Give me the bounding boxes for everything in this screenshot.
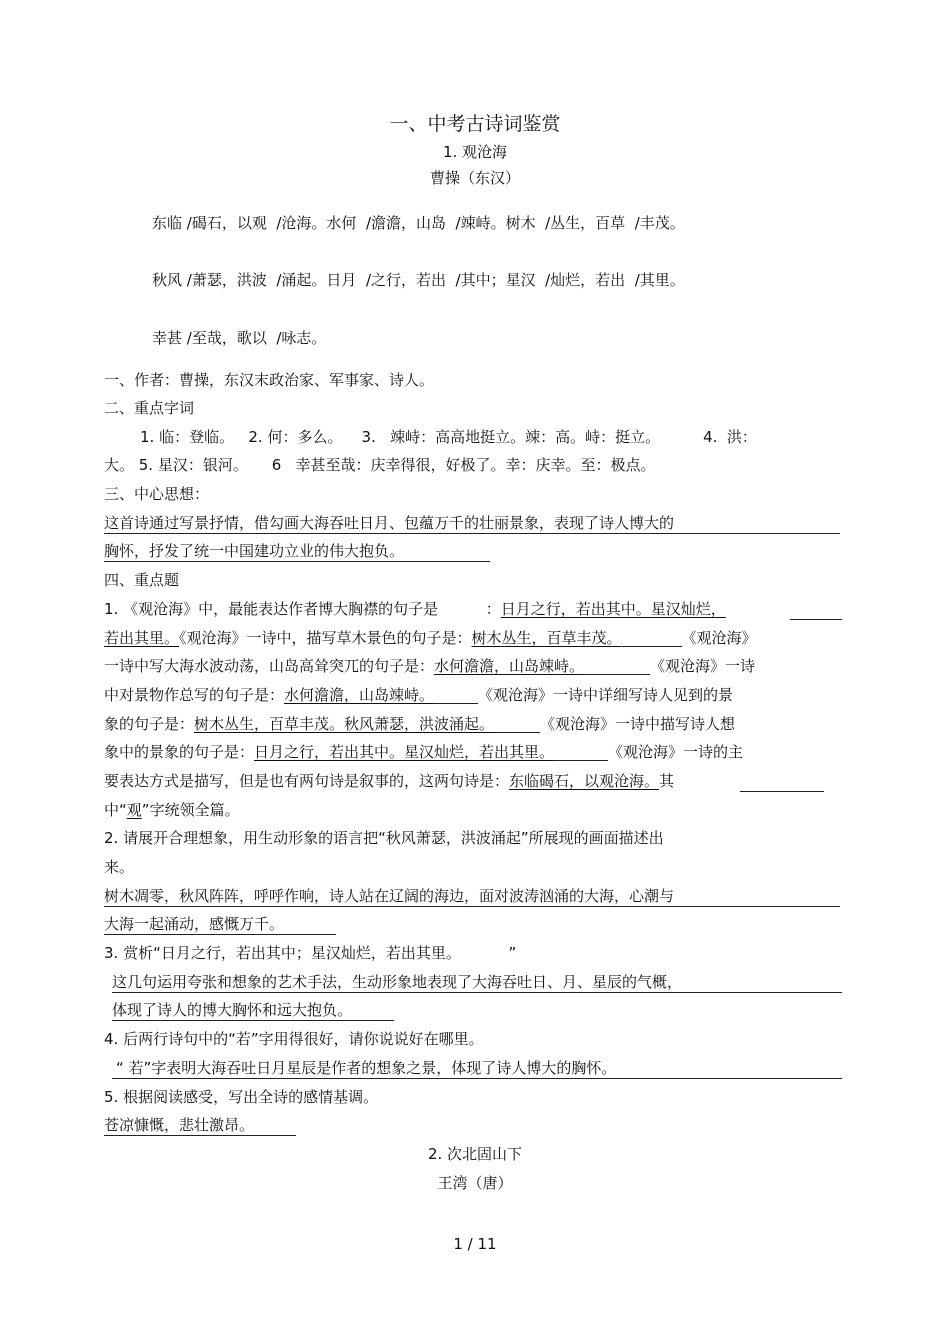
answer-underline — [112, 1020, 394, 1021]
answer-underline — [112, 992, 842, 993]
q4-answer: “ 若”字表明大海吞吐日月星辰是作者的想象之景，体现了诗人博大的胸怀。 — [116, 1059, 617, 1077]
q1-answer: 日月之行，若出其中。星汉灿烂，若出其里。 — [254, 743, 555, 761]
poem1-line-1: 东临 /碣石，以观 /沧海。水何 /澹澹，山岛 /竦峙。树木 /丛生，百草 /丰茂。 — [152, 214, 685, 232]
theme-heading: 三、中心思想： — [104, 485, 210, 503]
q1-line-4: 中对景物作总写的句子是：水何澹澹，山岛竦峙。 《观沧海》一诗中详细写诗人见到的景 — [104, 686, 734, 704]
q4-question: 4. 后两行诗句中的“若”字用得很好，请你说说好在哪里。 — [104, 1030, 484, 1048]
q1-answer: 水何澹澹，山岛竦峙。 — [434, 657, 585, 675]
poem1-title: 1. 观沧海 — [442, 143, 508, 161]
q1-line-8: 中“观”字统领全篇。 — [104, 801, 240, 819]
q1-answer: 观 — [126, 801, 142, 819]
poem2-author: 王湾（唐） — [437, 1174, 513, 1192]
q2-question-line-1: 2. 请展开合理想象，用生动形象的语言把“秋风萧瑟，洪波涌起”所展现的画面描述出 — [104, 829, 664, 847]
q2-question-line-2: 来。 — [104, 858, 135, 876]
q1-answer: 日月之行，若出其中。星汉灿烂， — [500, 600, 726, 618]
answer-underline — [104, 561, 490, 562]
answer-underline — [790, 619, 842, 620]
q2-answer-line-2: 大海一起涌动，感慨万千。 — [104, 915, 285, 933]
page-number: 1 / 11 — [453, 1235, 497, 1253]
answer-underline — [740, 791, 824, 792]
q3-answer-line-2: 体现了诗人的博大胸怀和远大抱负。 — [112, 1001, 353, 1019]
q1-answer: 若出其里。 — [104, 629, 180, 647]
q1-line-2: 若出其里。《观沧海》一诗中，描写草木景色的句子是：树木丛生，百草丰茂。 《观沧海》 — [104, 629, 757, 647]
answer-underline — [104, 934, 336, 935]
q1-line-6: 象中的景象的句子是：日月之行，若出其中。星汉灿烂，若出其里。 《观沧海》一诗的主 — [104, 743, 744, 761]
keywords-line-1: 1. 临：登临。 2. 何：多么。 3. 竦峙：高高地挺立。竦：高。峙：挺立。 4. 洪： — [140, 428, 757, 446]
poem2-title: 2. 次北固山下 — [427, 1145, 523, 1163]
q1-line-7: 要表达方式是描写，但是也有两句诗是叙事的，这两句诗是：东临碣石，以观沧海。其 — [104, 772, 675, 790]
poem1-author: 曹操（东汉） — [429, 169, 520, 187]
answer-underline — [104, 533, 840, 534]
answer-underline — [104, 906, 840, 907]
theme-line-2: 胸怀，抒发了统一中国建功立业的伟大抱负。 — [104, 542, 405, 560]
q2-answer-line-1: 树木凋零，秋风阵阵，呼呼作响，诗人站在辽阔的海边，面对波涛汹涌的大海，心潮与 — [104, 887, 675, 905]
q1-line-1: 1. 《观沧海》中，最能表达作者博大胸襟的句子是 ：日月之行，若出其中。星汉灿烂， — [104, 600, 726, 618]
theme-line-1: 这首诗通过写景抒情，借勾画大海吞吐日月、包蕴万千的壮丽景象，表现了诗人博大的 — [104, 514, 675, 532]
section-title: 一、中考古诗词鉴赏 — [389, 113, 561, 135]
poem1-line-3: 幸甚 /至哉，歌以 /咏志。 — [152, 329, 327, 347]
poem1-line-2: 秋风 /萧瑟，洪波 /涌起。日月 /之行，若出 /其中；星汉 /灿烂，若出 /其里。 — [152, 271, 685, 289]
q1-answer: 树木丛生，百草丰茂。秋风萧瑟，洪波涌起。 — [194, 715, 495, 733]
answer-underline — [112, 1078, 842, 1079]
q1-line-5: 象的句子是：树木丛生，百草丰茂。秋风萧瑟，洪波涌起。 《观沧海》一诗中描写诗人想 — [104, 715, 736, 733]
questions-heading: 四、重点题 — [104, 571, 180, 589]
answer-underline — [104, 1135, 296, 1136]
author-note: 一、作者：曹操，东汉末政治家、军事家、诗人。 — [104, 371, 435, 389]
q1-line-3: 一诗中写大海水波动荡，山岛高耸突兀的句子是：水何澹澹，山岛竦峙。 《观沧海》一诗 — [104, 657, 756, 675]
q1-answer: 东临碣石，以观沧海。 — [509, 772, 660, 790]
keywords-line-2: 大。 5. 星汉：银河。 6 幸甚至哉：庆幸得很，好极了。幸：庆幸。至：极点。 — [104, 456, 656, 474]
q3-answer-line-1: 这几句运用夸张和想象的艺术手法，生动形象地表现了大海吞吐日、月、星辰的气概， — [112, 973, 683, 991]
q1-answer: 水何澹澹，山岛竦峙。 — [284, 686, 435, 704]
keywords-heading: 二、重点字词 — [104, 399, 195, 417]
q1-answer: 树木丛生，百草丰茂。 — [471, 629, 622, 647]
q5-question: 5. 根据阅读感受，写出全诗的感情基调。 — [104, 1088, 379, 1106]
q3-question: 3. 赏析“日月之行，若出其中；星汉灿烂，若出其里。 ” — [104, 944, 517, 962]
q5-answer: 苍凉慷慨，悲壮激昂。 — [104, 1116, 255, 1134]
